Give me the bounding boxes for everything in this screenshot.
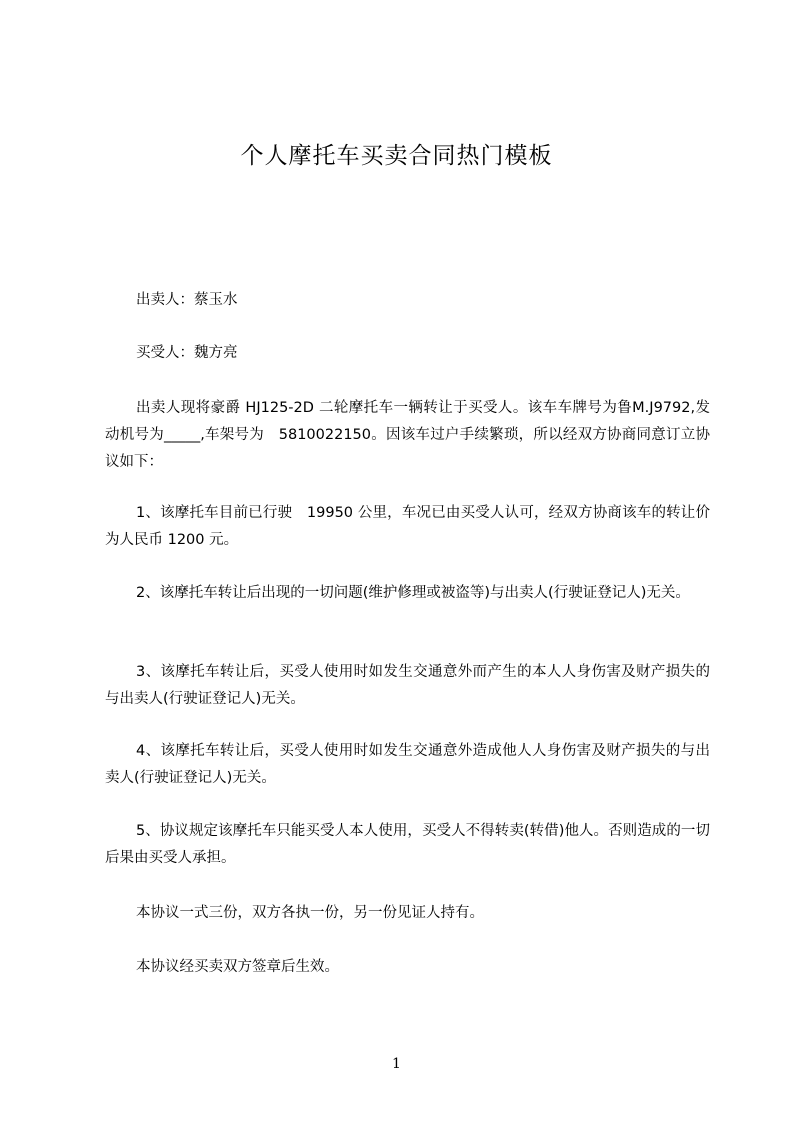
clause-4: 4、该摩托车转让后，买受人使用时如发生交通意外造成他人人身伤害及财产损失的与出卖人(行驶证登记人)无关。 bbox=[105, 743, 710, 786]
clause-5: 5、协议规定该摩托车只能买受人本人使用，买受人不得转卖(转借)他人。否则造成的一切后果由买受人承担。 bbox=[105, 823, 710, 866]
buyer-line: 买受人：魏方亮 bbox=[136, 345, 238, 361]
clause-3: 3、该摩托车转让后，买受人使用时如发生交通意外而产生的本人人身伤害及财产损失的与出卖人(行驶证登记人)无关。 bbox=[105, 664, 710, 707]
copies-note: 本协议一式三份，双方各执一份，另一份见证人持有。 bbox=[136, 905, 484, 921]
seller-line: 出卖人：蔡玉水 bbox=[136, 292, 238, 308]
effect-note: 本协议经买卖双方签章后生效。 bbox=[136, 959, 339, 975]
document-title: 个人摩托车买卖合同热门模板 bbox=[240, 143, 553, 169]
clause-2: 2、该摩托车转让后出现的一切问题(维护修理或被盗等)与出卖人(行驶证登记人)无关。 bbox=[136, 585, 690, 601]
clause-1: 1、该摩托车目前已行驶 19950 公里，车况已由买受人认可，经双方协商该车的转让价为人民币 1200 元。 bbox=[105, 505, 710, 548]
page-number: 1 bbox=[392, 1056, 401, 1072]
intro-paragraph: 出卖人现将豪爵 HJ125-2D 二轮摩托车一辆转让于买受人。该车车牌号为鲁M.J9792,发动机号为_____,车架号为 5810022150。因该车过户手续繁琐，所以经双方协商同意订立协议如下： bbox=[105, 400, 710, 470]
